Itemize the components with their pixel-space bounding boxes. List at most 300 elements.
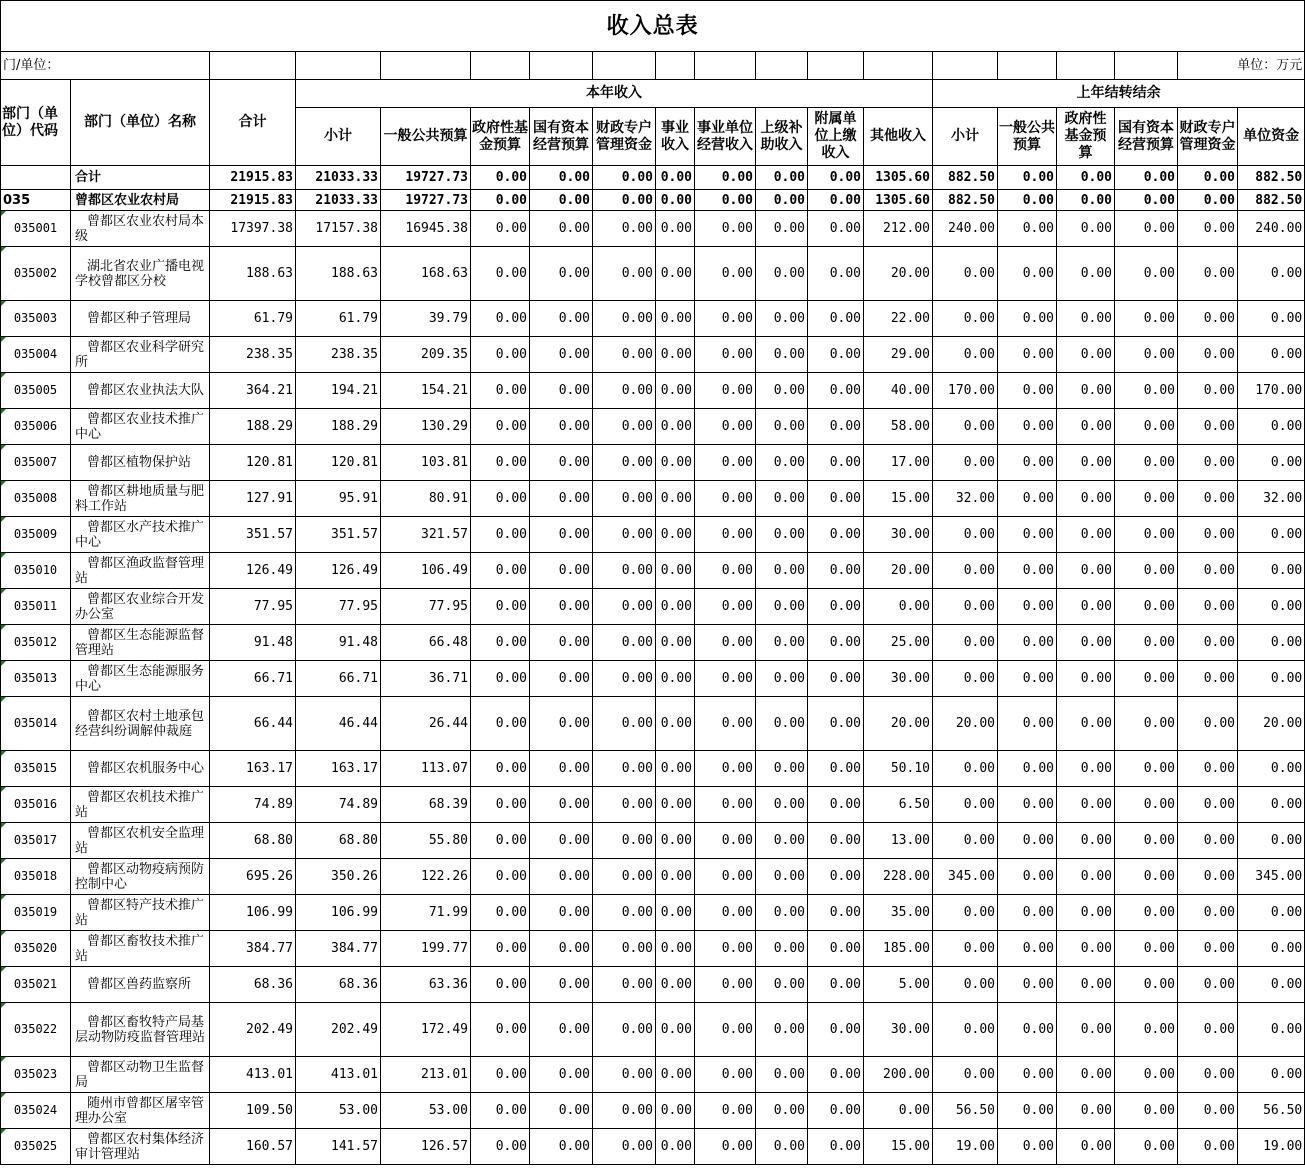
amount-cell: 345.00 — [933, 859, 998, 895]
amount-cell: 0.00 — [1178, 931, 1238, 967]
amount-cell: 5.00 — [864, 967, 933, 1003]
amount-cell: 0.00 — [656, 1093, 695, 1129]
amount-cell: 0.00 — [530, 751, 593, 787]
amount-cell: 0.00 — [471, 859, 530, 895]
dept-name: 曾都区植物保护站 — [71, 445, 210, 481]
amount-cell: 0.00 — [1115, 967, 1178, 1003]
amount-cell: 384.77 — [296, 931, 381, 967]
dept-code: 035015 — [1, 751, 71, 787]
dept-name: 合计 — [71, 166, 210, 190]
amount-cell: 0.00 — [593, 211, 656, 247]
amount-cell: 30.00 — [864, 661, 933, 697]
amount-cell: 0.00 — [695, 301, 756, 337]
column-header: 小计 — [933, 108, 998, 166]
amount-cell: 185.00 — [864, 931, 933, 967]
amount-cell: 127.91 — [210, 481, 296, 517]
amount-cell: 0.00 — [530, 967, 593, 1003]
amount-cell: 0.00 — [998, 553, 1057, 589]
dept-name: 曾都区生态能源监督管理站 — [71, 625, 210, 661]
amount-cell: 0.00 — [656, 553, 695, 589]
amount-cell: 202.49 — [296, 1003, 381, 1057]
column-header: 事业收入 — [656, 108, 695, 166]
amount-cell: 0.00 — [471, 553, 530, 589]
amount-cell: 0.00 — [1115, 895, 1178, 931]
amount-cell: 0.00 — [933, 967, 998, 1003]
amount-cell: 1305.60 — [864, 190, 933, 211]
table-row — [1, 211, 1305, 247]
amount-cell: 0.00 — [695, 166, 756, 190]
amount-cell: 0.00 — [1057, 190, 1115, 211]
dept-name: 曾都区农机技术推广站 — [71, 787, 210, 823]
table-row — [1, 337, 1305, 373]
amount-cell: 0.00 — [933, 553, 998, 589]
dept-code: 035001 — [1, 211, 71, 247]
amount-cell: 0.00 — [593, 1129, 656, 1165]
amount-cell: 0.00 — [1115, 247, 1178, 301]
amount-cell: 0.00 — [656, 895, 695, 931]
amount-cell: 384.77 — [210, 931, 296, 967]
dept-code: 035002 — [1, 247, 71, 301]
amount-cell: 0.00 — [593, 967, 656, 1003]
amount-cell: 0.00 — [1057, 553, 1115, 589]
amount-cell: 188.29 — [210, 409, 296, 445]
amount-cell: 0.00 — [1115, 625, 1178, 661]
amount-cell: 0.00 — [1057, 787, 1115, 823]
amount-cell: 882.50 — [933, 166, 998, 190]
amount-cell: 0.00 — [530, 895, 593, 931]
header-code: 部门（单位）代码 — [1, 80, 71, 166]
amount-cell: 0.00 — [933, 751, 998, 787]
amount-cell: 0.00 — [471, 751, 530, 787]
amount-cell: 0.00 — [471, 517, 530, 553]
amount-cell: 0.00 — [1238, 751, 1305, 787]
amount-cell: 0.00 — [1115, 787, 1178, 823]
amount-cell: 0.00 — [998, 409, 1057, 445]
amount-cell: 0.00 — [593, 166, 656, 190]
amount-cell: 0.00 — [756, 337, 808, 373]
amount-cell: 30.00 — [864, 517, 933, 553]
amount-cell: 172.49 — [381, 1003, 471, 1057]
amount-cell: 194.21 — [296, 373, 381, 409]
amount-cell: 0.00 — [1057, 517, 1115, 553]
amount-cell: 0.00 — [471, 373, 530, 409]
amount-cell: 0.00 — [695, 445, 756, 481]
amount-cell: 188.29 — [296, 409, 381, 445]
header-name: 部门（单位）名称 — [71, 80, 210, 166]
amount-cell: 15.00 — [864, 481, 933, 517]
amount-cell: 0.00 — [530, 823, 593, 859]
table-row — [1, 931, 1305, 967]
amount-cell: 0.00 — [998, 337, 1057, 373]
amount-cell: 106.49 — [381, 553, 471, 589]
amount-cell: 0.00 — [593, 589, 656, 625]
amount-cell: 0.00 — [1115, 409, 1178, 445]
amount-cell: 0.00 — [656, 337, 695, 373]
amount-cell: 0.00 — [756, 967, 808, 1003]
amount-cell: 0.00 — [593, 409, 656, 445]
amount-cell: 0.00 — [695, 517, 756, 553]
amount-cell: 0.00 — [656, 517, 695, 553]
amount-cell: 0.00 — [471, 895, 530, 931]
amount-cell: 0.00 — [593, 190, 656, 211]
amount-cell: 50.10 — [864, 751, 933, 787]
amount-cell: 0.00 — [656, 445, 695, 481]
amount-cell: 0.00 — [756, 1129, 808, 1165]
amount-cell: 213.01 — [381, 1057, 471, 1093]
amount-cell: 199.77 — [381, 931, 471, 967]
amount-cell: 0.00 — [530, 1003, 593, 1057]
amount-cell: 53.00 — [381, 1093, 471, 1129]
amount-cell: 130.29 — [381, 409, 471, 445]
amount-cell: 0.00 — [593, 247, 656, 301]
table-row — [1, 895, 1305, 931]
amount-cell: 0.00 — [656, 301, 695, 337]
dept-code: 035004 — [1, 337, 71, 373]
dept-name: 曾都区动物疫病预防控制中心 — [71, 859, 210, 895]
currency-unit-label: 单位：万元 — [1178, 52, 1305, 80]
amount-cell: 0.00 — [471, 625, 530, 661]
dept-name: 曾都区生态能源服务中心 — [71, 661, 210, 697]
table-row — [1, 373, 1305, 409]
amount-cell: 0.00 — [808, 787, 864, 823]
amount-cell: 0.00 — [998, 247, 1057, 301]
amount-cell: 0.00 — [1178, 166, 1238, 190]
amount-cell: 21033.33 — [296, 190, 381, 211]
amount-cell: 0.00 — [1238, 823, 1305, 859]
amount-cell: 0.00 — [530, 166, 593, 190]
amount-cell: 0.00 — [530, 517, 593, 553]
amount-cell: 240.00 — [1238, 211, 1305, 247]
amount-cell: 120.81 — [210, 445, 296, 481]
amount-cell: 126.49 — [296, 553, 381, 589]
table-row — [1, 751, 1305, 787]
amount-cell: 0.00 — [471, 787, 530, 823]
amount-cell: 0.00 — [695, 697, 756, 751]
amount-cell: 0.00 — [998, 931, 1057, 967]
amount-cell: 0.00 — [1178, 1057, 1238, 1093]
amount-cell: 103.81 — [381, 445, 471, 481]
amount-cell: 0.00 — [808, 1093, 864, 1129]
amount-cell: 0.00 — [695, 751, 756, 787]
amount-cell: 66.71 — [210, 661, 296, 697]
amount-cell: 0.00 — [1115, 661, 1178, 697]
amount-cell: 0.00 — [1115, 751, 1178, 787]
amount-cell: 0.00 — [808, 661, 864, 697]
amount-cell: 0.00 — [1115, 337, 1178, 373]
dept-code: 035006 — [1, 409, 71, 445]
amount-cell: 0.00 — [593, 787, 656, 823]
amount-cell: 0.00 — [656, 481, 695, 517]
amount-cell: 0.00 — [1238, 247, 1305, 301]
amount-cell: 0.00 — [1057, 301, 1115, 337]
amount-cell: 0.00 — [471, 967, 530, 1003]
amount-cell: 0.00 — [998, 661, 1057, 697]
amount-cell: 0.00 — [695, 895, 756, 931]
amount-cell: 0.00 — [1238, 1057, 1305, 1093]
amount-cell: 0.00 — [471, 589, 530, 625]
amount-cell: 0.00 — [808, 166, 864, 190]
amount-cell: 77.95 — [210, 589, 296, 625]
amount-cell: 32.00 — [933, 481, 998, 517]
amount-cell: 351.57 — [296, 517, 381, 553]
amount-cell: 0.00 — [1115, 697, 1178, 751]
amount-cell: 0.00 — [756, 190, 808, 211]
amount-cell: 0.00 — [695, 787, 756, 823]
amount-cell: 0.00 — [808, 409, 864, 445]
amount-cell: 0.00 — [1115, 589, 1178, 625]
amount-cell: 0.00 — [593, 931, 656, 967]
amount-cell: 0.00 — [756, 517, 808, 553]
amount-cell: 0.00 — [656, 190, 695, 211]
amount-cell: 0.00 — [1178, 661, 1238, 697]
amount-cell: 0.00 — [656, 661, 695, 697]
amount-cell: 0.00 — [1178, 1093, 1238, 1129]
amount-cell: 0.00 — [530, 301, 593, 337]
amount-cell: 126.57 — [381, 1129, 471, 1165]
amount-cell: 0.00 — [756, 445, 808, 481]
dept-name: 湖北省农业广播电视学校曾都区分校 — [71, 247, 210, 301]
dept-code: 035020 — [1, 931, 71, 967]
amount-cell: 238.35 — [210, 337, 296, 373]
amount-cell: 0.00 — [1057, 625, 1115, 661]
amount-cell: 0.00 — [998, 697, 1057, 751]
amount-cell: 0.00 — [1238, 967, 1305, 1003]
dept-code: 035017 — [1, 823, 71, 859]
amount-cell: 0.00 — [808, 190, 864, 211]
amount-cell: 0.00 — [1115, 445, 1178, 481]
amount-cell: 21915.83 — [210, 166, 296, 190]
amount-cell: 71.99 — [381, 895, 471, 931]
amount-cell: 19727.73 — [381, 166, 471, 190]
amount-cell: 0.00 — [1115, 1129, 1178, 1165]
amount-cell: 0.00 — [656, 166, 695, 190]
amount-cell: 0.00 — [933, 517, 998, 553]
table-row — [1, 1093, 1305, 1129]
table-row — [1, 589, 1305, 625]
amount-cell: 1305.60 — [864, 166, 933, 190]
amount-cell: 0.00 — [756, 697, 808, 751]
amount-cell: 0.00 — [1057, 409, 1115, 445]
amount-cell: 0.00 — [530, 1129, 593, 1165]
dept-name: 曾都区特产技术推广站 — [71, 895, 210, 931]
dept-code: 035014 — [1, 697, 71, 751]
amount-cell: 80.91 — [381, 481, 471, 517]
amount-cell: 0.00 — [1238, 301, 1305, 337]
amount-cell: 212.00 — [864, 211, 933, 247]
amount-cell: 19.00 — [933, 1129, 998, 1165]
amount-cell: 0.00 — [1057, 697, 1115, 751]
amount-cell: 168.63 — [381, 247, 471, 301]
amount-cell: 0.00 — [656, 211, 695, 247]
amount-cell: 0.00 — [656, 823, 695, 859]
amount-cell: 0.00 — [998, 967, 1057, 1003]
amount-cell: 0.00 — [998, 1093, 1057, 1129]
dept-code: 035023 — [1, 1057, 71, 1093]
amount-cell: 163.17 — [296, 751, 381, 787]
amount-cell: 0.00 — [593, 445, 656, 481]
amount-cell: 0.00 — [808, 1003, 864, 1057]
amount-cell: 209.35 — [381, 337, 471, 373]
amount-cell: 0.00 — [695, 859, 756, 895]
column-header: 其他收入 — [864, 108, 933, 166]
amount-cell: 56.50 — [1238, 1093, 1305, 1129]
page-title: 收入总表 — [1, 1, 1305, 52]
amount-cell: 0.00 — [1178, 787, 1238, 823]
amount-cell: 0.00 — [1057, 661, 1115, 697]
amount-cell: 21915.83 — [210, 190, 296, 211]
amount-cell: 0.00 — [593, 1057, 656, 1093]
dept-name: 曾都区水产技术推广中心 — [71, 517, 210, 553]
amount-cell: 0.00 — [1238, 1003, 1305, 1057]
amount-cell: 0.00 — [1178, 553, 1238, 589]
amount-cell: 238.35 — [296, 337, 381, 373]
amount-cell: 0.00 — [933, 787, 998, 823]
amount-cell: 120.81 — [296, 445, 381, 481]
amount-cell: 0.00 — [471, 211, 530, 247]
amount-cell: 74.89 — [296, 787, 381, 823]
dept-name: 曾都区农村土地承包经营纠纷调解仲裁庭 — [71, 697, 210, 751]
amount-cell: 0.00 — [1238, 589, 1305, 625]
amount-cell: 0.00 — [593, 301, 656, 337]
amount-cell: 0.00 — [1057, 967, 1115, 1003]
amount-cell: 55.80 — [381, 823, 471, 859]
amount-cell: 0.00 — [1115, 373, 1178, 409]
amount-cell: 46.44 — [296, 697, 381, 751]
amount-cell: 66.48 — [381, 625, 471, 661]
amount-cell: 0.00 — [1178, 190, 1238, 211]
amount-cell: 0.00 — [756, 895, 808, 931]
dept-name: 曾都区农业科学研究所 — [71, 337, 210, 373]
amount-cell: 0.00 — [756, 931, 808, 967]
amount-cell: 0.00 — [808, 895, 864, 931]
amount-cell: 0.00 — [1238, 337, 1305, 373]
amount-cell: 0.00 — [998, 589, 1057, 625]
amount-cell: 0.00 — [756, 247, 808, 301]
amount-cell: 0.00 — [471, 1129, 530, 1165]
dept-code: 035007 — [1, 445, 71, 481]
dept-code — [1, 166, 71, 190]
dept-code: 035016 — [1, 787, 71, 823]
amount-cell: 0.00 — [808, 931, 864, 967]
amount-cell: 0.00 — [1057, 1057, 1115, 1093]
amount-cell: 17.00 — [864, 445, 933, 481]
amount-cell: 13.00 — [864, 823, 933, 859]
amount-cell: 0.00 — [1115, 481, 1178, 517]
amount-cell: 0.00 — [1115, 1003, 1178, 1057]
amount-cell: 188.63 — [296, 247, 381, 301]
column-header: 小计 — [296, 108, 381, 166]
amount-cell: 0.00 — [998, 625, 1057, 661]
amount-cell: 200.00 — [864, 1057, 933, 1093]
dept-code: 035009 — [1, 517, 71, 553]
amount-cell: 364.21 — [210, 373, 296, 409]
table-row — [1, 190, 1305, 211]
table-row — [1, 481, 1305, 517]
column-header: 政府性基金预算 — [1057, 108, 1115, 166]
amount-cell: 0.00 — [756, 1057, 808, 1093]
amount-cell: 882.50 — [1238, 190, 1305, 211]
amount-cell: 0.00 — [808, 823, 864, 859]
amount-cell: 0.00 — [808, 697, 864, 751]
amount-cell: 0.00 — [1178, 895, 1238, 931]
amount-cell: 0.00 — [1057, 1093, 1115, 1129]
amount-cell: 0.00 — [756, 823, 808, 859]
amount-cell: 0.00 — [808, 1057, 864, 1093]
dept-name: 曾都区兽药监察所 — [71, 967, 210, 1003]
amount-cell: 0.00 — [1238, 625, 1305, 661]
dept-code: 035 — [1, 190, 71, 211]
amount-cell: 0.00 — [998, 1129, 1057, 1165]
amount-cell: 0.00 — [808, 859, 864, 895]
amount-cell: 0.00 — [1057, 211, 1115, 247]
amount-cell: 0.00 — [756, 373, 808, 409]
amount-cell: 882.50 — [1238, 166, 1305, 190]
amount-cell: 0.00 — [695, 553, 756, 589]
amount-cell: 0.00 — [1115, 859, 1178, 895]
amount-cell: 351.57 — [210, 517, 296, 553]
amount-cell: 0.00 — [1238, 661, 1305, 697]
amount-cell: 0.00 — [1238, 931, 1305, 967]
column-header: 一般公共预算 — [381, 108, 471, 166]
amount-cell: 0.00 — [808, 301, 864, 337]
table-row — [1, 247, 1305, 301]
amount-cell: 0.00 — [1057, 373, 1115, 409]
amount-cell: 35.00 — [864, 895, 933, 931]
amount-cell: 0.00 — [808, 625, 864, 661]
column-header: 单位资金 — [1238, 108, 1305, 166]
amount-cell: 0.00 — [1115, 301, 1178, 337]
dept-name: 随州市曾都区屠宰管理办公室 — [71, 1093, 210, 1129]
amount-cell: 0.00 — [695, 211, 756, 247]
amount-cell: 0.00 — [756, 751, 808, 787]
amount-cell: 170.00 — [933, 373, 998, 409]
column-header: 国有资本经营预算 — [530, 108, 593, 166]
amount-cell: 0.00 — [593, 859, 656, 895]
amount-cell: 0.00 — [1178, 859, 1238, 895]
amount-cell: 0.00 — [530, 787, 593, 823]
amount-cell: 19.00 — [1238, 1129, 1305, 1165]
amount-cell: 0.00 — [998, 787, 1057, 823]
amount-cell: 0.00 — [656, 859, 695, 895]
amount-cell: 26.44 — [381, 697, 471, 751]
dept-name: 曾都区渔政监督管理站 — [71, 553, 210, 589]
amount-cell: 0.00 — [1115, 553, 1178, 589]
amount-cell: 0.00 — [695, 409, 756, 445]
amount-cell: 0.00 — [998, 301, 1057, 337]
dept-name: 曾都区种子管理局 — [71, 301, 210, 337]
amount-cell: 0.00 — [1057, 337, 1115, 373]
dept-code: 035013 — [1, 661, 71, 697]
amount-cell: 66.71 — [296, 661, 381, 697]
amount-cell: 0.00 — [756, 589, 808, 625]
amount-cell: 0.00 — [1178, 481, 1238, 517]
amount-cell: 0.00 — [998, 1057, 1057, 1093]
amount-cell: 0.00 — [998, 751, 1057, 787]
amount-cell: 106.99 — [210, 895, 296, 931]
amount-cell: 188.63 — [210, 247, 296, 301]
dept-name: 曾都区农业综合开发办公室 — [71, 589, 210, 625]
amount-cell: 0.00 — [471, 1003, 530, 1057]
amount-cell: 122.26 — [381, 859, 471, 895]
amount-cell: 106.99 — [296, 895, 381, 931]
amount-cell: 53.00 — [296, 1093, 381, 1129]
amount-cell: 0.00 — [1057, 481, 1115, 517]
table-row — [1, 859, 1305, 895]
dept-code: 035025 — [1, 1129, 71, 1165]
amount-cell: 0.00 — [756, 1003, 808, 1057]
column-header: 一般公共预算 — [998, 108, 1057, 166]
amount-cell: 0.00 — [1057, 445, 1115, 481]
